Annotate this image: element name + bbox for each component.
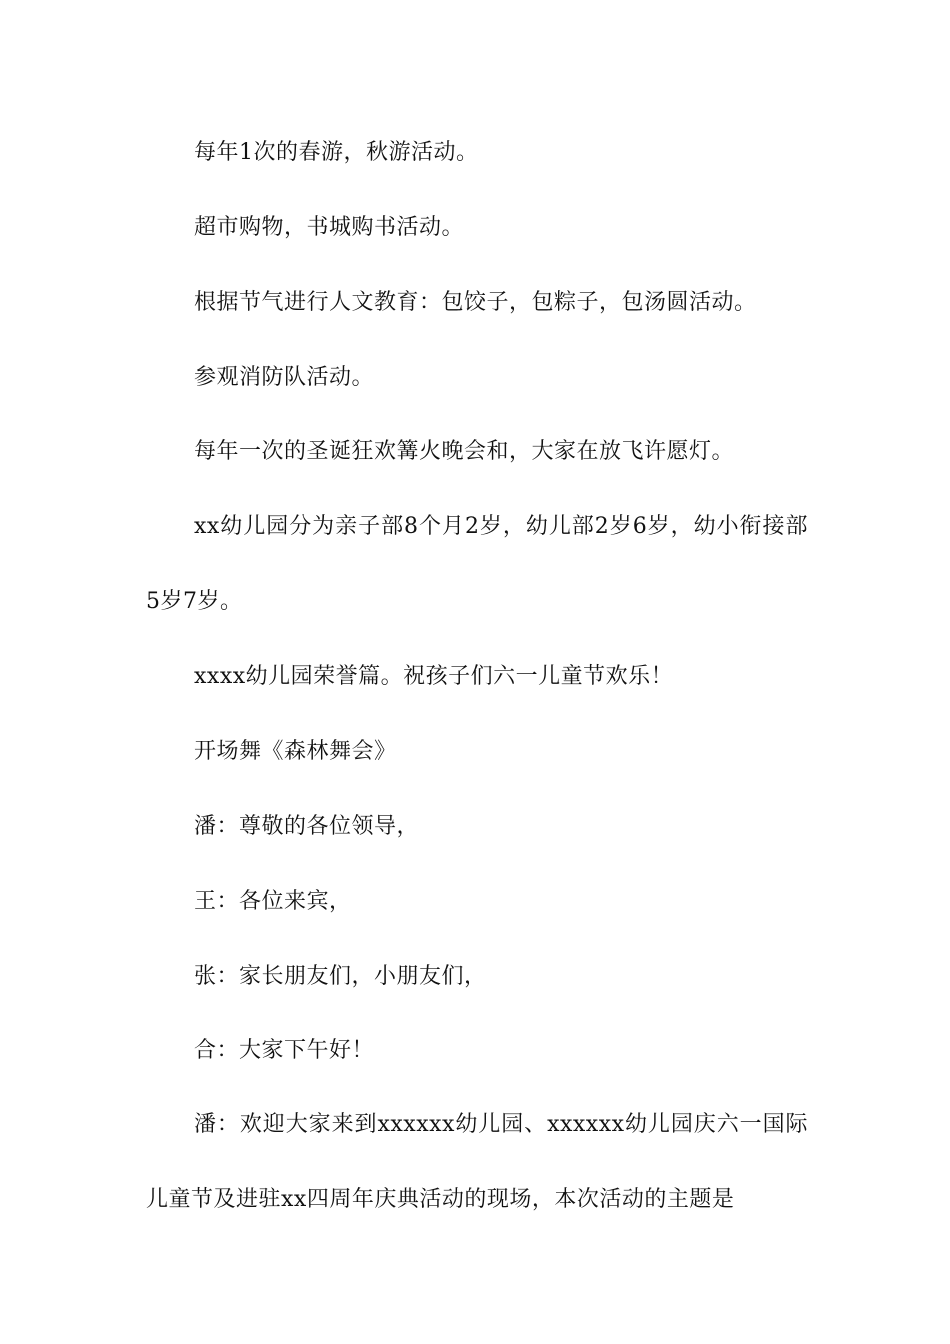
paragraph-spring-autumn-outing: 每年1次的春游，秋游活动。 xyxy=(194,140,479,165)
paragraph-shopping-activity: 超市购物，书城购书活动。 xyxy=(194,215,465,240)
paragraph-cultural-education: 根据节气进行人文教育：包饺子，包粽子，包汤圆活动。 xyxy=(194,290,757,315)
paragraph-host-wang-greeting: 王：各位来宾， xyxy=(194,889,352,914)
paragraph-together-greeting: 合：大家下午好！ xyxy=(194,1038,375,1063)
paragraph-kindergarten-divisions: xx幼儿园分为亲子部8个月2岁，幼儿部2岁6岁，幼小衔接部5岁7岁。 xyxy=(146,514,808,614)
paragraph-fire-station-visit: 参观消防队活动。 xyxy=(194,365,375,390)
paragraph-honors: xxxx幼儿园荣誉篇。祝孩子们六一儿童节欢乐！ xyxy=(194,664,674,689)
paragraph-christmas-party: 每年一次的圣诞狂欢篝火晚会和，大家在放飞许愿灯。 xyxy=(194,439,735,464)
paragraph-opening-dance: 开场舞《森林舞会》 xyxy=(194,739,397,764)
paragraph-host-pan-greeting: 潘：尊敬的各位领导， xyxy=(194,814,420,839)
paragraph-host-pan-welcome: 潘：欢迎大家来到xxxxxx幼儿园、xxxxxx幼儿园庆六一国际儿童节及进驻xx四周年庆典活动的现场，本次活动的主题是 xyxy=(146,1112,808,1212)
paragraph-host-zhang-greeting: 张：家长朋友们，小朋友们， xyxy=(194,964,487,989)
